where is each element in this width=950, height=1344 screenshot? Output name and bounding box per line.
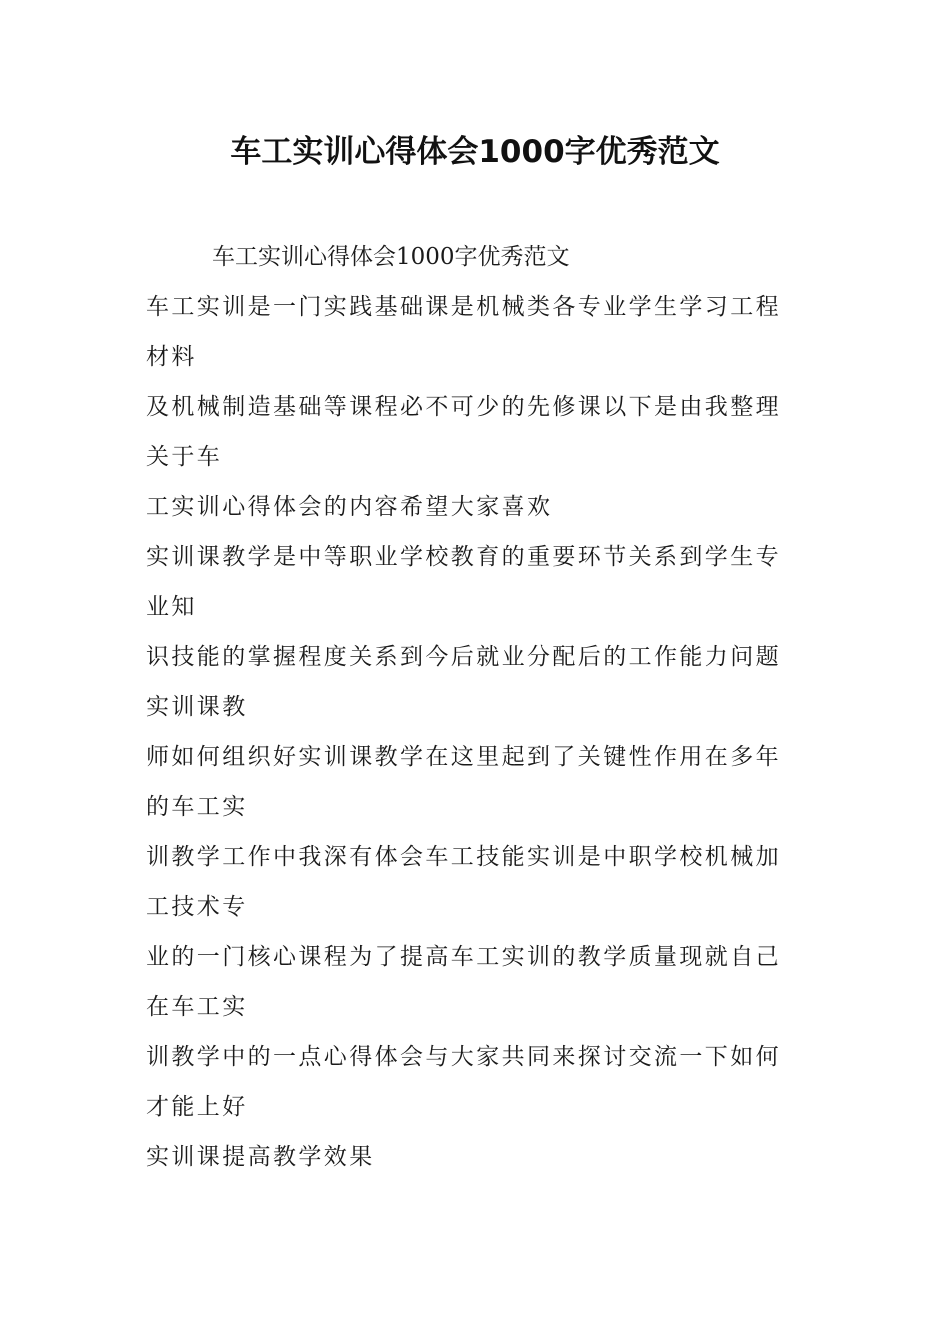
body-line: 训教学中的一点心得体会与大家共同来探讨交流一下如何: [146, 1044, 781, 1070]
body-line: 才能上好: [146, 1094, 248, 1120]
body-line: 及机械制造基础等课程必不可少的先修课以下是由我整理: [146, 394, 781, 420]
body-line: 实训课提高教学效果: [146, 1144, 375, 1170]
body-line: 工实训心得体会的内容希望大家喜欢: [146, 494, 553, 520]
body-line: 训教学工作中我深有体会车工技能实训是中职学校机械加: [146, 844, 781, 870]
body-line: 师如何组织好实训课教学在这里起到了关键性作用在多年: [146, 744, 781, 770]
body-line: 业知: [146, 594, 197, 620]
body-line: 的车工实: [146, 794, 248, 820]
body-line: 识技能的掌握程度关系到今后就业分配后的工作能力问题: [146, 644, 781, 670]
document-title: 车工实训心得体会1000字优秀范文: [230, 134, 720, 170]
body-line: 在车工实: [146, 994, 248, 1020]
body-line: 材料: [146, 344, 197, 370]
body-line: 实训课教学是中等职业学校教育的重要环节关系到学生专: [146, 544, 781, 570]
body-line: 关于车: [146, 444, 223, 470]
body-line: 车工实训是一门实践基础课是机械类各专业学生学习工程: [146, 294, 781, 320]
body-line: 工技术专: [146, 894, 248, 920]
document-body: [146, 232, 816, 1182]
body-line: 业的一门核心课程为了提高车工实训的教学质量现就自己: [146, 944, 781, 970]
document-subtitle: 车工实训心得体会1000字优秀范文: [212, 244, 570, 270]
body-line: 实训课教: [146, 694, 248, 720]
